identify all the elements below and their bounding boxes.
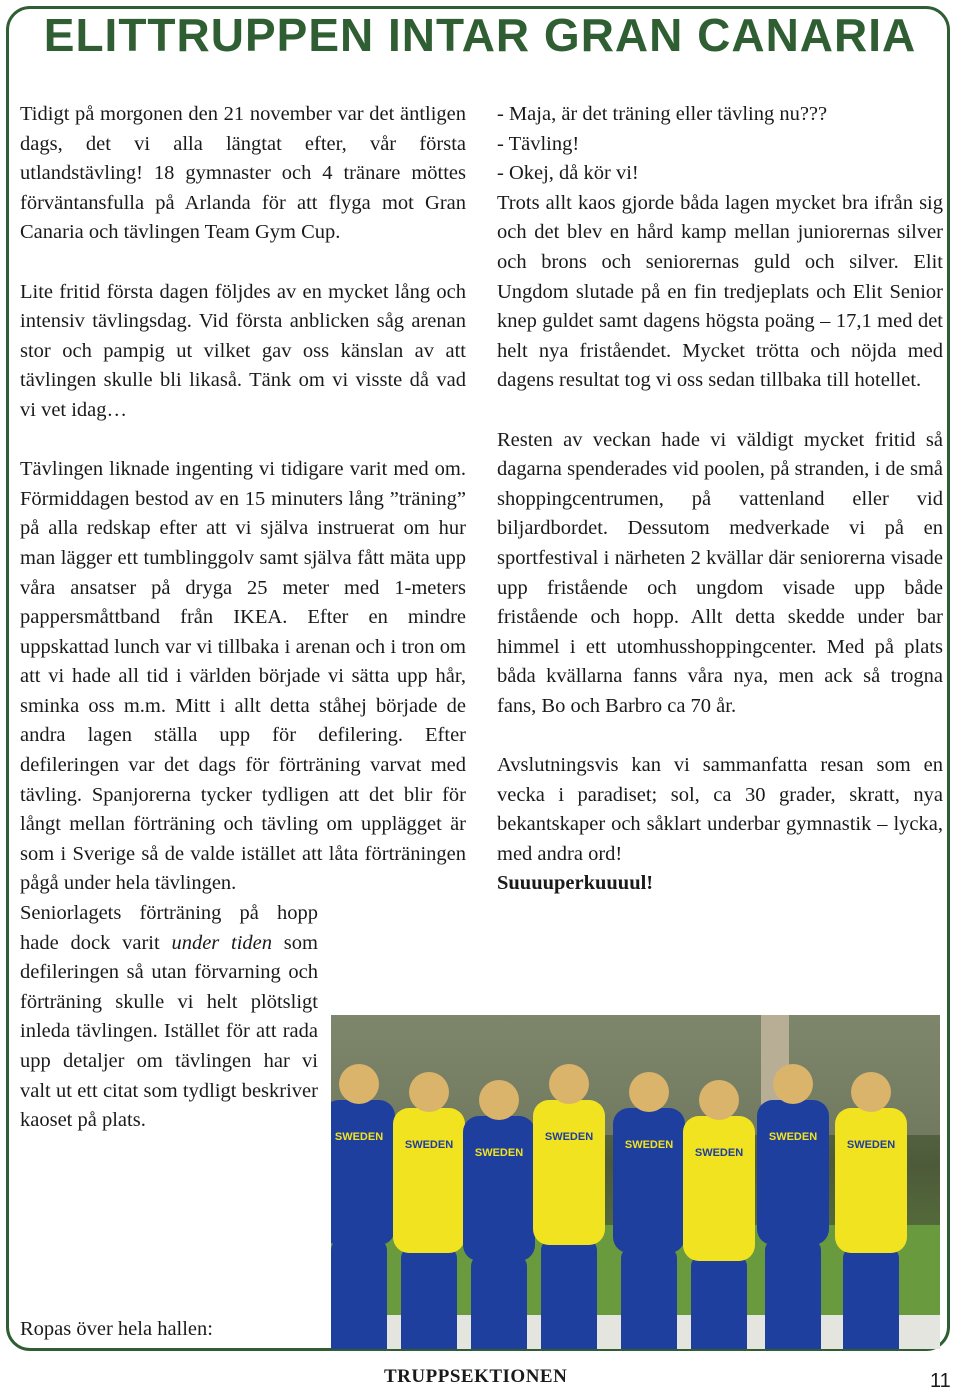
gymnast-pants <box>471 1256 527 1349</box>
gymnast-pants <box>401 1248 457 1349</box>
paragraph-first-day: Lite fritid första dagen följdes av en mycket lång och intensiv tävlingsdag. Vid första anblicken såg arenan stor och pampig ut vilket gav oss känslan av att tävlingen skulle bli likaså. Tänk om vi visste då vad vi vet idag… <box>20 280 466 421</box>
page-number: 11 <box>930 1370 951 1392</box>
gymnast-head <box>773 1064 813 1104</box>
dialog-line: - Tävling! <box>497 132 580 155</box>
gymnast-head <box>339 1064 379 1104</box>
gymnast-shirt <box>613 1108 685 1253</box>
gymnast-pants <box>765 1240 821 1349</box>
quote-intro: Ropas över hela hallen: <box>20 1318 213 1340</box>
gymnast-head <box>851 1072 891 1112</box>
gymnast-head <box>479 1080 519 1120</box>
paragraph-rest-of-week: Resten av veckan hade vi väldigt mycket fritid så dagarna spenderades vid poolen, på stranden, i de små shoppingcentrumen, på vattenland eller vid biljardbordet. Dessutom medverkade vi på en sportfestival i närheten 2 kvällar där seniorerna visade upp fristående och ungdom visade upp både fristående och hopp. Allt detta skedde under bar himmel i ett utomhusshoppingcenter. Med på plats båda kvällarna fanns våra nya, men ack så trogna fans, Bo och Barbro ca 70 år. <box>497 428 943 717</box>
right-column <box>497 100 943 899</box>
shirt-text: SWEDEN <box>544 1131 594 1143</box>
gymnast-pants <box>621 1248 677 1349</box>
shirt-text: SWEDEN <box>624 1139 674 1151</box>
gymnast-head <box>699 1080 739 1120</box>
emphasis-under-tiden: under tiden <box>171 931 273 954</box>
section-label: TRUPPSEKTIONEN <box>384 1366 568 1387</box>
gymnast-shirt <box>533 1100 605 1245</box>
gymnast-shirt <box>757 1100 829 1245</box>
paragraph-summary: Avslutningsvis kan vi sammanfatta resan som en vecka i paradiset; sol, ca 30 grader, skratt, nya bekantskaper och såklart underbar gymnastik – lycka, med andra ord! <box>497 754 943 865</box>
shirt-text: SWEDEN <box>694 1147 744 1159</box>
gymnast-pants <box>691 1256 747 1349</box>
team-photo-illustration <box>331 1015 940 1349</box>
gymnast-head <box>549 1064 589 1104</box>
shirt-text: SWEDEN <box>404 1139 454 1151</box>
shirt-text: SWEDEN <box>474 1147 524 1159</box>
gymnast-shirt <box>835 1108 907 1253</box>
gymnast-head <box>629 1072 669 1112</box>
dialog-line: - Maja, är det träning eller tävling nu??? <box>497 103 828 125</box>
paragraph-competition: Tävlingen liknade ingenting vi tidigare varit med om. Förmiddagen bestod av en 15 minuters lång ”träning” på alla redskap efter att vi själva instruerat om hur man lägger ett tumblinggolv samt själva fått mäta upp våra ansatser på dryga 25 meter med 1-meters pappersmåttband från IKEA. Efter en mindre uppskattad lunch var vi tillbaka i arenan och i tron om att vi hade all tid i världen började vi sätta upp hår, sminka oss m.m. Mitt i allt detta ståhej började de andra lagen ställa upp för defilering. Efter defileringen var det dags för förträning varvat med tävling. Spanjorerna tycker tydligen att det blir för långt mellan förträning och tävling om upplägget är som i Sverige så de valde istället att låta förträningen pågå under hela tävlingen. <box>20 458 466 895</box>
team-photo <box>331 1015 940 1349</box>
shirt-text: SWEDEN <box>846 1139 896 1151</box>
dialog-line: - Okej, då kör vi! <box>497 162 639 185</box>
left-column <box>20 100 466 1165</box>
gymnast-pants <box>541 1240 597 1349</box>
gymnast-head <box>409 1072 449 1112</box>
gymnast-pants <box>331 1240 387 1349</box>
shirt-text: SWEDEN <box>768 1131 818 1143</box>
paragraph-results: Trots allt kaos gjorde båda lagen mycket bra ifrån sig och det blev en hård kamp mellan juniorernas silver och brons och seniorernas guld och silver. Elit Ungdom slutade på en fin tredjeplats och Elit Senior knep guldet samt dagens högsta poäng – 17,1 med det helt nya friståendet. Mycket trötta och nöjda med dagens resultat tog vi oss sedan tillbaka till hotellet. <box>497 191 943 392</box>
paragraph-intro: Tidigt på morgonen den 21 november var det äntligen dags, det vi alla längtat efter, vår första utlandstävling! 18 gymnaster och 4 tränare möttes förväntansfulla på Arlanda för att flyga mot Gran Canaria och tävlingen Team Gym Cup. <box>20 103 466 244</box>
gymnast-pants <box>843 1248 899 1349</box>
article-title: ELITTRUPPEN INTAR GRAN CANARIA <box>43 9 917 61</box>
paragraph-senior-team: Seniorlagets förträning på hopp hade dock varit under tiden som defileringen så utan förvarning och förträning skulle vi helt plötsligt inleda tävlingen. Istället för att rada upp detaljer om tävlingen har vi valt ut ett citat som tydligt beskriver kaoset på plats. <box>20 902 318 1132</box>
quote-dialog <box>497 100 943 189</box>
gymnast-shirt <box>463 1116 535 1261</box>
closing-exclamation: Suuuuperkuuuul! <box>497 872 654 895</box>
gymnast-shirt <box>331 1100 395 1245</box>
shirt-text: SWEDEN <box>334 1131 384 1143</box>
gymnast-shirt <box>393 1108 465 1253</box>
gymnast-shirt <box>683 1116 755 1261</box>
